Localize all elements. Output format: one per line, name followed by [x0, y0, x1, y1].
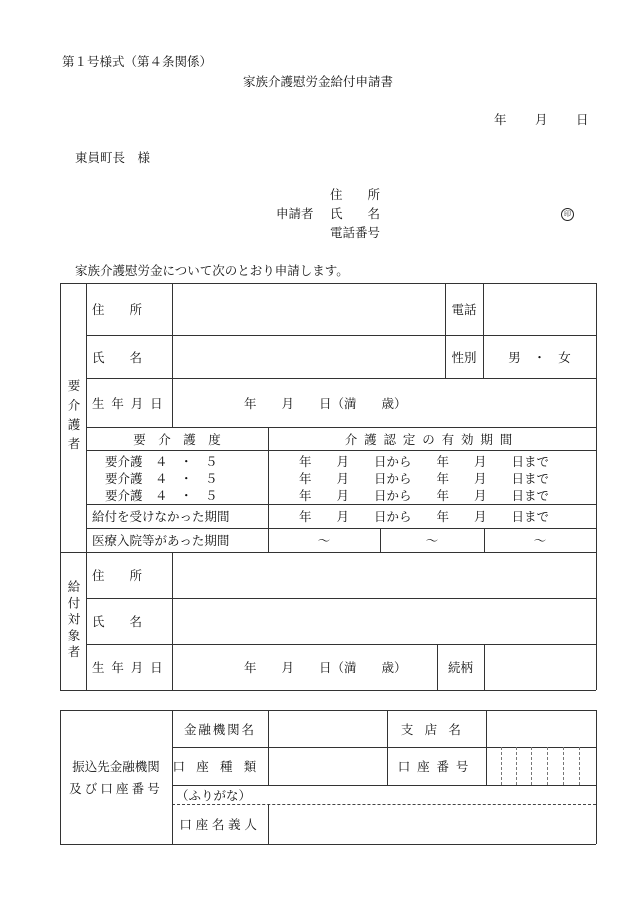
- beneficiary-name-label: 氏 名: [92, 614, 143, 629]
- applicant-address-label: 住 所: [330, 187, 381, 202]
- beneficiary-relation-label: 続柄: [447, 660, 473, 675]
- beneficiary-birth-label: 生年月日: [92, 660, 170, 675]
- institution-label: 金融機関名: [184, 721, 256, 737]
- care-period-row-1[interactable]: 年 月 日から 年 月 日まで: [299, 454, 550, 469]
- date-year-label: 年: [494, 112, 507, 127]
- care-period-row-2[interactable]: 年 月 日から 年 月 日まで: [299, 471, 550, 486]
- furigana-field[interactable]: [268, 785, 596, 804]
- account-type-field[interactable]: [268, 747, 387, 785]
- branch-label: 支店名: [400, 721, 473, 737]
- form-title: 家族介護慰労金給付申請書: [243, 74, 394, 89]
- hospital-period-field-3[interactable]: ～: [533, 533, 547, 548]
- applicant-phone-label: 電話番号: [330, 225, 381, 240]
- care-recipient-address-label: 住 所: [92, 302, 143, 317]
- seal-icon: 印: [561, 208, 574, 221]
- applicant-label: 申請者: [276, 206, 314, 221]
- care-recipient-phone-label: 電話: [451, 302, 477, 317]
- care-recipient-birth-field[interactable]: 年 月 日（満 歳）: [244, 395, 407, 411]
- care-recipient-address-field[interactable]: [172, 283, 445, 335]
- institution-field[interactable]: [268, 710, 387, 747]
- care-recipient-name-field[interactable]: [172, 335, 445, 378]
- account-number-label: 口座番号: [397, 759, 476, 774]
- beneficiary-birth-field[interactable]: 年 月 日（満 歳）: [244, 660, 407, 675]
- beneficiary-address-field[interactable]: [172, 552, 596, 598]
- applicant-name-label: 氏 名: [330, 206, 381, 221]
- care-recipient-phone-field[interactable]: [483, 283, 596, 335]
- care-recipient-section-label: 要介護者: [66, 378, 81, 457]
- care-period-header: 介護認定の有効期間: [344, 431, 520, 447]
- care-recipient-sex-options[interactable]: 男 ・ 女: [508, 349, 571, 365]
- seal-mark: [561, 204, 574, 221]
- care-level-header: 要 介 護 度: [133, 431, 221, 447]
- form-number: 第１号様式（第４条関係）: [62, 54, 213, 69]
- care-recipient-sex-label: 性別: [451, 349, 477, 365]
- beneficiary-section-label: 給付対象者: [66, 580, 81, 662]
- addressee: 東員町長 様: [75, 150, 151, 165]
- date-day-label: 日: [576, 112, 589, 127]
- branch-field[interactable]: [486, 710, 596, 747]
- no-benefit-period-field[interactable]: 年 月 日から 年 月 日まで: [299, 509, 550, 524]
- hospital-period-field-2[interactable]: ～: [425, 533, 439, 548]
- bank-section-label-line-1: 振込先金融機関: [72, 759, 160, 774]
- care-period-row-3[interactable]: 年 月 日から 年 月 日まで: [299, 488, 550, 503]
- care-recipient-birth-label: 生年月日: [92, 395, 170, 411]
- account-number-field[interactable]: [486, 747, 596, 785]
- bank-section-label-line-2: 及び口座番号: [69, 781, 163, 796]
- account-type-label: 口座種類: [172, 759, 268, 774]
- no-benefit-period-label: 給付を受けなかった期間: [92, 509, 230, 524]
- intro-text: 家族介護慰労金について次のとおり申請します。: [75, 263, 349, 278]
- date-month-label: 月: [535, 112, 548, 127]
- care-recipient-name-label: 氏 名: [92, 349, 143, 365]
- holder-label: 口座名義人: [179, 817, 261, 832]
- furigana-label: （ふりがな）: [176, 787, 252, 803]
- care-level-row-2[interactable]: 要介護 ４ ・ ５: [105, 471, 218, 486]
- hospital-period-label: 医療入院等があった期間: [92, 533, 230, 548]
- care-level-row-1[interactable]: 要介護 ４ ・ ５: [105, 454, 218, 469]
- bank-section-label: [60, 710, 172, 844]
- hospital-period-field-1[interactable]: ～: [317, 533, 331, 548]
- beneficiary-name-field[interactable]: [172, 598, 596, 644]
- care-level-row-3[interactable]: 要介護 ４ ・ ５: [105, 488, 218, 503]
- beneficiary-address-label: 住 所: [92, 568, 143, 583]
- holder-field[interactable]: [268, 804, 596, 844]
- beneficiary-relation-field[interactable]: [484, 644, 596, 690]
